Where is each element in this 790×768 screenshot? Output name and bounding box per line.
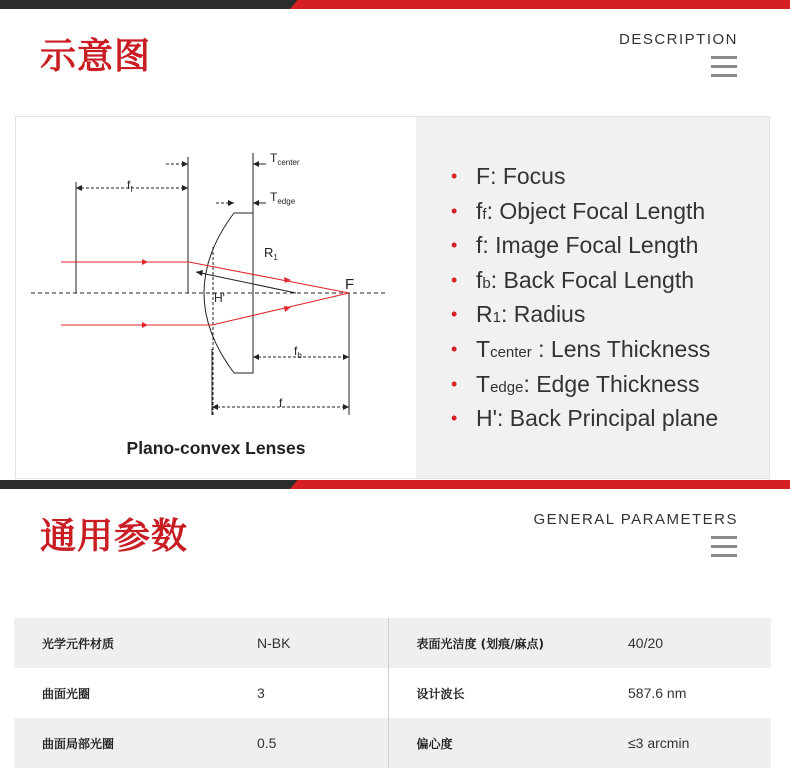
tedge-label: $T_{edge}$ (270, 190, 296, 206)
menu-icon[interactable] (711, 536, 737, 558)
section-subtitle-description: DESCRIPTION (618, 31, 738, 48)
menu-icon[interactable] (711, 56, 737, 78)
param-value: 3 (257, 668, 388, 718)
param-key: 设计波长 (388, 668, 628, 718)
legend-item: • ff: Object Focal Length (451, 194, 718, 229)
bullet-icon: • (451, 235, 458, 256)
tcenter-label: $T_{center}$ (270, 151, 300, 167)
lens-diagram (16, 117, 416, 478)
lens-diagram-svg (16, 117, 416, 437)
diagram-caption: Plano-convex Lenses (126, 438, 306, 458)
fb-label: $f_b$ (294, 344, 302, 360)
legend-item: • Tcenter : Lens Thickness (451, 332, 718, 367)
bullet-icon: • (451, 373, 458, 394)
f-label: f (279, 396, 283, 410)
r1-label: $R_1$ (264, 245, 278, 262)
legend-item: • H': Back Principal plane (451, 401, 718, 436)
bullet-icon: • (451, 269, 458, 290)
bullet-icon: • (451, 408, 458, 429)
stripe-red (290, 0, 790, 9)
section-title-params: 通用参数 (40, 516, 189, 557)
h-prime-label: H' (214, 291, 225, 305)
stripe-dark (0, 480, 300, 489)
section-title-diagram: 示意图 (40, 36, 152, 77)
param-value: 40/20 (628, 618, 771, 668)
table-row (14, 668, 771, 718)
ray-bottom-out (212, 293, 349, 325)
legend-item: • fb: Back Focal Length (451, 263, 718, 298)
parameters-table (14, 618, 771, 768)
param-key: 光学元件材质 (14, 618, 257, 668)
param-key: 曲面光圈 (14, 668, 257, 718)
param-value: 587.6 nm (628, 668, 771, 718)
table-row (14, 618, 771, 668)
focus-label: F (345, 276, 355, 293)
bullet-icon: • (451, 304, 458, 325)
ff-label: $f_f$ (127, 178, 133, 194)
param-key: 表面光洁度 (划痕/麻点) (388, 618, 628, 668)
section-subtitle-general-parameters: GENERAL PARAMETERS (533, 511, 738, 528)
section-stripe (0, 480, 790, 489)
param-key: 偏心度 (388, 718, 628, 768)
lens-outline (204, 153, 253, 373)
stripe-red (290, 480, 790, 489)
bullet-icon: • (451, 338, 458, 359)
legend-item: • Tedge: Edge Thickness (451, 367, 718, 402)
param-key: 曲面局部光圈 (14, 718, 257, 768)
radius-line (196, 272, 296, 293)
param-value: ≤3 arcmin (628, 718, 771, 768)
legend-item: • R1: Radius (451, 297, 718, 332)
legend-item: • F: Focus (451, 159, 718, 194)
legend-list (451, 159, 718, 436)
bullet-icon: • (451, 200, 458, 221)
stripe-dark (0, 0, 300, 9)
legend-item: • f: Image Focal Length (451, 228, 718, 263)
diagram-panel (15, 116, 770, 479)
legend-panel (416, 117, 769, 478)
bullet-icon: • (451, 166, 458, 186)
top-stripe (0, 0, 790, 9)
param-value: N-BK (257, 618, 388, 668)
table-row (14, 718, 771, 768)
param-value: 0.5 (257, 718, 388, 768)
